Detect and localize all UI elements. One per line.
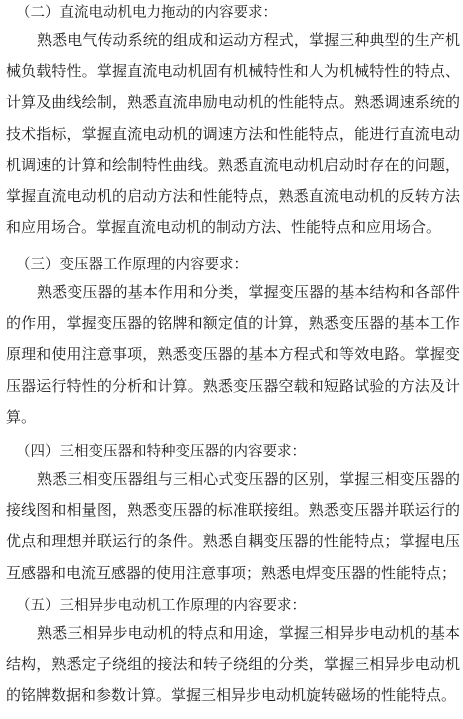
section-paragraph: 熟悉电气传动系统的组成和运动方程式，掌握三种典型的生产机械负载特性。掌握直流电动机固有机械特性和人为机械特性的特点、计算及曲线绘制，熟悉直流串励电动机的性能特点。熟悉调速系统的技术指标，掌握直流电动机的调速方法和性能特点，能进行直流电动机调速的计算和绘制特性曲线。熟悉直流电动机启动时存在的问题，掌握直流电动机的启动方法和性能特点，熟悉直流电动机的反转方法和应用场合。掌握直流电动机的制动方法、性能特点和应用场合。 <box>6 31 460 237</box>
section-heading: （三）变压器工作原理的内容要求： <box>16 257 248 273</box>
section-heading: （五）三相异步电动机工作原理的内容要求： <box>16 598 306 614</box>
section-paragraph: 熟悉三相异步电动机的特点和用途，掌握三相异步电动机的基本结构，熟悉定子绕组的接法和转子绕组的分类，掌握三相异步电动机的铭牌数据和参数计算。掌握三相异步电动机旋转磁场的性能特点。 <box>6 624 460 705</box>
section-paragraph: 熟悉变压器的基本作用和分类，掌握变压器的基本结构和各部件的作用，掌握变压器的铭牌和额定值的计算，熟悉变压器的基本工作原理和使用注意事项，熟悉变压器的基本方程式和等效电路。掌握变压器运行特性的分析和计算。熟悉变压器空载和短路试验的方法及计算。 <box>6 283 460 426</box>
section-async-motor-principle <box>0 595 463 712</box>
section-paragraph: 熟悉三相变压器组与三相心式变压器的区别，掌握三相变压器的接线图和相量图，熟悉变压器的标准联接组。熟悉变压器并联运行的优点和理想并联运行的条件。熟悉自耦变压器的性能特点；掌握电压互感器和电流互感器的使用注意事项；熟悉电焊变压器的性能特点； <box>6 470 460 582</box>
section-three-phase-transformer <box>0 441 463 589</box>
section-transformer-principle <box>0 254 463 433</box>
section-heading: （二）直流电动机电力拖动的内容要求： <box>16 5 277 21</box>
section-heading: （四）三相变压器和特种变压器的内容要求： <box>16 444 306 460</box>
section-dc-motor-drive <box>0 2 463 243</box>
